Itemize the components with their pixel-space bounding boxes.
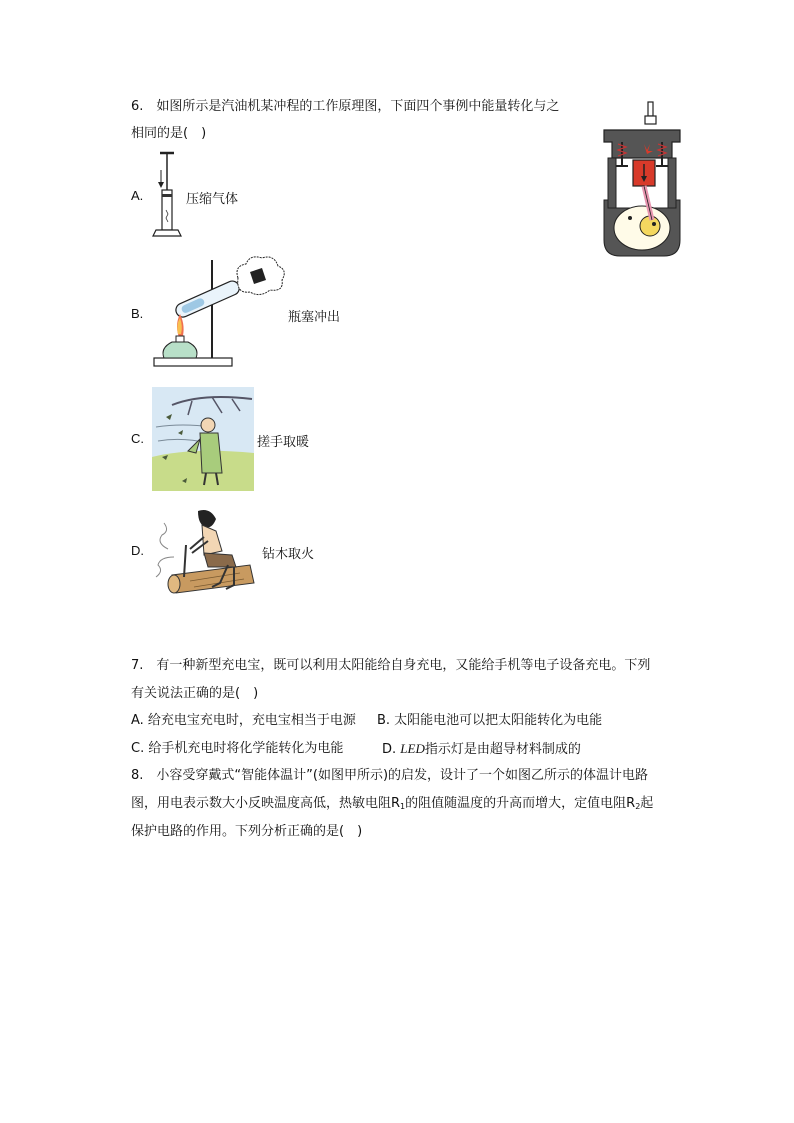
q7-option-d-text: 指示灯是由超导材料制成的 [424,742,581,757]
q6-option-a-text: 压缩气体 [186,192,239,207]
q6-option-c-letter: C. [131,431,144,446]
q8-stem-line2 [131,795,653,816]
q8-stem-line1: 8. 小容受穿戴式“智能体温计”(如图甲所示)的启发，设计了一个如图乙所示的体温计电路 [131,768,649,783]
q7-stem-line1: 7. 有一种新型充电宝，既可以利用太阳能给自身充电，又能给手机等电子设备充电。下列 [131,658,651,673]
q7-stem-line2: 有关说法正确的是( ) [131,686,259,701]
q6-stem-line1: 6. 如图所示是汽油机某冲程的工作原理图，下面四个事例中能量转化与之 [131,99,560,114]
air-compression-syringe-image [150,150,184,240]
q8-line2-part-b: 的阻值随温度的升高而增大，定值电阻R [405,796,636,811]
test-tube-cork-popping-image [150,252,288,372]
q7-option-d-led: LED [400,741,425,756]
gasoline-engine-diagram [600,100,684,258]
q7-option-d [382,740,581,759]
q7-option-a: A. 给充电宝充电时，充电宝相当于电源 [131,713,356,728]
rubbing-hands-warm-image [152,387,254,491]
q6-option-b-letter: B. [131,306,144,321]
q7-option-d-letter: D. [382,742,401,757]
q6-option-b-text: 瓶塞冲出 [288,310,341,325]
q6-option-c-text: 搓手取暖 [257,435,310,450]
q8-line2-part-a: 图，用电表示数大小反映温度高低，热敏电阻R [131,796,401,811]
q8-r2-subscript: 2 [635,802,641,811]
drilling-wood-fire-image [150,505,260,599]
q8-stem-line3: 保护电路的作用。下列分析正确的是( ) [131,824,363,839]
q8-r1-subscript: 1 [400,802,406,811]
q6-option-d-letter: D. [131,543,144,558]
q6-option-d-text: 钻木取火 [262,547,315,562]
q8-line2-part-c: 起 [640,796,654,811]
q6-option-a-letter: A. [131,188,144,203]
q6-stem-line2: 相同的是( ) [131,126,207,141]
q7-option-b: B. 太阳能电池可以把太阳能转化为电能 [377,713,603,728]
q7-option-c: C. 给手机充电时将化学能转化为电能 [131,741,344,756]
